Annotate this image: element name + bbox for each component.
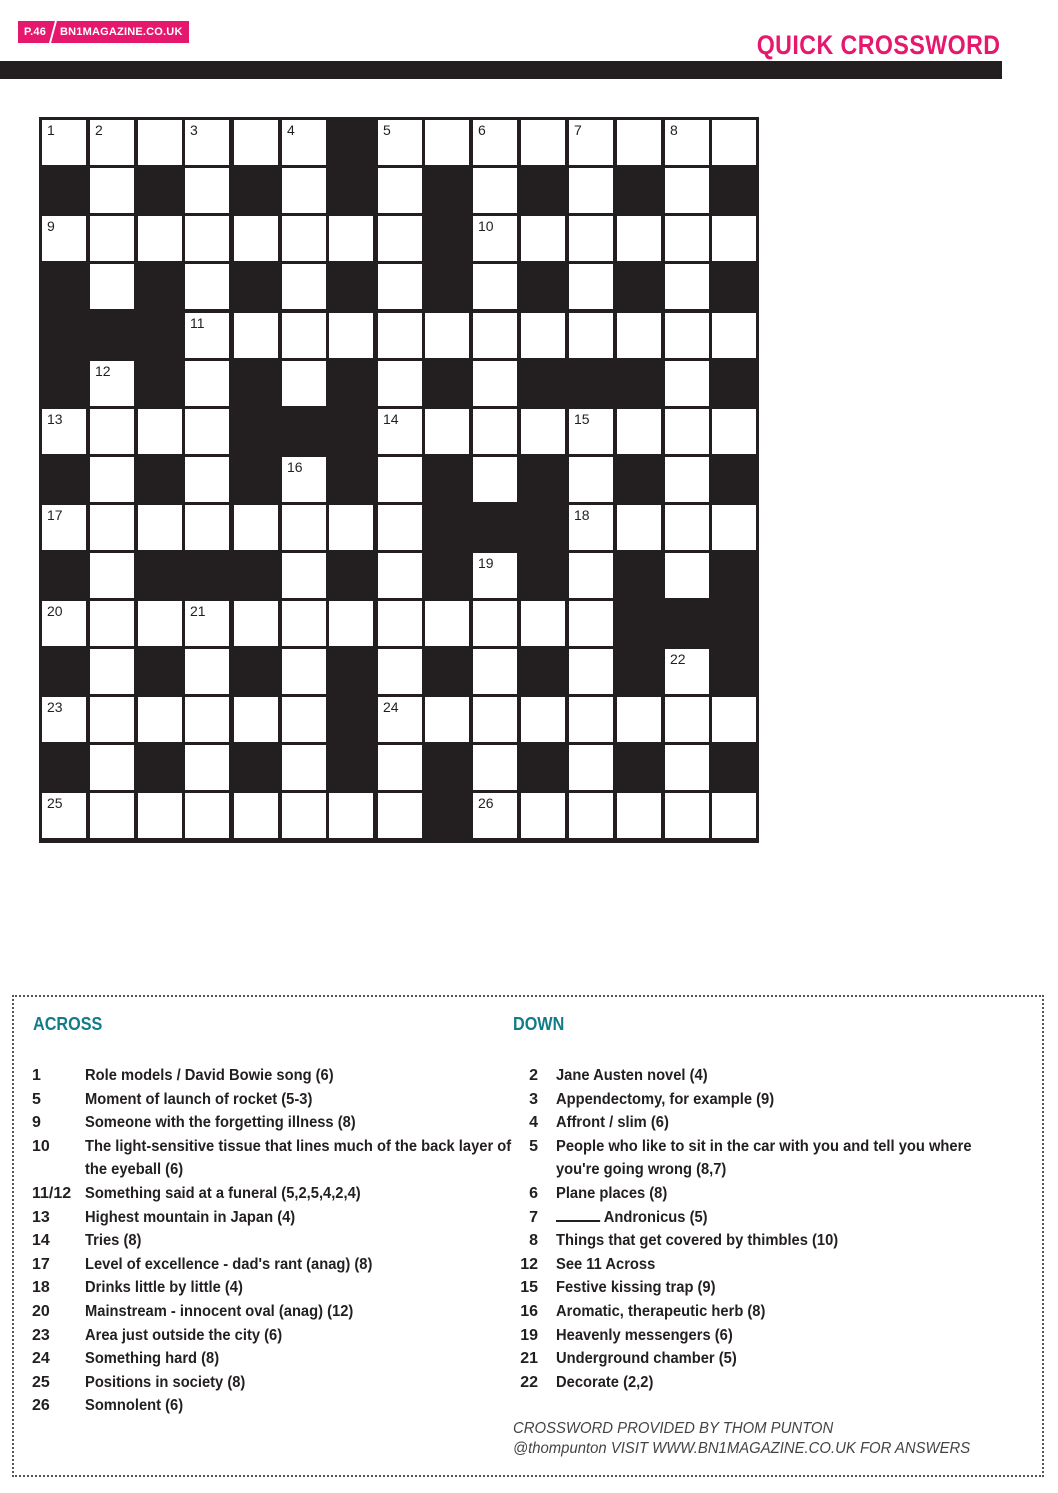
grid-cell[interactable] (329, 216, 373, 261)
clue-num: 26 (32, 1397, 50, 1415)
grid-cell[interactable] (521, 601, 565, 646)
grid-cell[interactable] (185, 745, 229, 790)
grid-cell[interactable] (473, 361, 517, 406)
down-clue (512, 1182, 1032, 1206)
across-clue (32, 1182, 472, 1206)
clue-num: 2 (529, 1067, 538, 1084)
clue-text: Jane Austen novel (4) (556, 1067, 708, 1084)
grid-cell[interactable] (282, 264, 326, 309)
grid-cell[interactable] (569, 553, 613, 598)
grid-cell[interactable] (90, 264, 134, 309)
grid-cell[interactable] (665, 793, 709, 838)
clue-number: 21 (190, 603, 206, 619)
grid-cell[interactable] (234, 313, 278, 358)
grid-cell[interactable] (473, 601, 517, 646)
clue-num: 23 (32, 1326, 50, 1344)
section-title: QUICK CROSSWORD (756, 30, 1000, 60)
grid-cell[interactable] (185, 601, 229, 646)
grid-cell[interactable] (665, 361, 709, 406)
across-clue (32, 1229, 472, 1253)
clue-number: 3 (190, 122, 198, 138)
grid-cell[interactable] (282, 216, 326, 261)
grid-cell[interactable] (282, 168, 326, 213)
grid-cell[interactable] (138, 120, 182, 165)
grid-cell[interactable] (473, 793, 517, 838)
grid-cell[interactable] (185, 216, 229, 261)
clue-num: 8 (529, 1232, 538, 1250)
grid-cell[interactable] (378, 264, 422, 309)
grid-cell[interactable] (569, 793, 613, 838)
grid-cell[interactable] (282, 505, 326, 550)
grid-cell[interactable] (569, 409, 613, 454)
down-clue (512, 1324, 1032, 1348)
down-heading: DOWN (513, 1014, 565, 1034)
across-clue (32, 1088, 472, 1112)
grid-cell[interactable] (569, 649, 613, 694)
clue-text: Positions in society (8) (85, 1373, 246, 1391)
clue-num: 3 (529, 1090, 538, 1108)
page-number: P.46 (24, 26, 47, 38)
grid-cell[interactable] (473, 745, 517, 790)
clue-text (556, 1206, 1016, 1230)
down-clue (512, 1300, 1032, 1324)
down-clue (512, 1088, 1032, 1112)
grid-cell[interactable] (90, 216, 134, 261)
clue-num: 14 (32, 1232, 50, 1250)
grid-cell[interactable] (665, 168, 709, 213)
across-clue (32, 1276, 472, 1300)
grid-cell[interactable] (185, 168, 229, 213)
grid-cell[interactable] (617, 313, 661, 358)
down-clue (512, 1064, 1032, 1088)
clue-num: 9 (32, 1114, 41, 1132)
clue-text: Plane places (8) (556, 1184, 668, 1202)
grid-cell[interactable] (90, 745, 134, 790)
grid-cell[interactable] (234, 216, 278, 261)
grid-cell[interactable] (90, 697, 134, 742)
grid-cell[interactable] (712, 409, 756, 454)
grid-cell[interactable] (90, 168, 134, 213)
clue-num: 15 (520, 1279, 538, 1297)
grid-cell[interactable] (569, 457, 613, 502)
clue-num: 19 (520, 1326, 538, 1344)
grid-cell[interactable] (234, 697, 278, 742)
down-clue-list (512, 1064, 1032, 1394)
grid-cell[interactable] (378, 361, 422, 406)
clue-number: 17 (47, 507, 63, 523)
clue-num: 7 (529, 1208, 538, 1226)
grid-cell[interactable] (90, 505, 134, 550)
clue-number: 10 (478, 218, 494, 234)
across-clue (32, 1300, 472, 1324)
clue-text: Tries (8) (85, 1232, 142, 1250)
grid-cell[interactable] (425, 313, 469, 358)
clue-number: 8 (670, 122, 678, 138)
across-clue (32, 1394, 472, 1418)
site-name: BN1MAGAZINE.CO.UK (60, 26, 183, 38)
grid-cell[interactable] (138, 601, 182, 646)
grid-cell[interactable] (712, 313, 756, 358)
grid-cell[interactable] (90, 457, 134, 502)
grid-cell[interactable] (185, 505, 229, 550)
grid-cell[interactable] (569, 216, 613, 261)
down-clue (512, 1229, 1032, 1253)
grid-cell[interactable] (617, 120, 661, 165)
grid-cell[interactable] (185, 649, 229, 694)
grid-cell[interactable] (185, 313, 229, 358)
clue-number: 25 (47, 795, 63, 811)
clue-number: 13 (47, 411, 63, 427)
clue-number: 5 (383, 122, 391, 138)
grid-cell[interactable] (282, 120, 326, 165)
down-clue (512, 1253, 1032, 1277)
grid-cell[interactable] (185, 697, 229, 742)
grid-cell[interactable] (378, 649, 422, 694)
grid-cell[interactable] (378, 216, 422, 261)
grid-cell[interactable] (90, 649, 134, 694)
grid-cell[interactable] (521, 216, 565, 261)
grid-cell[interactable] (282, 313, 326, 358)
grid-cell[interactable] (42, 216, 86, 261)
grid-cell[interactable] (282, 649, 326, 694)
grid-cell[interactable] (569, 264, 613, 309)
clue-number: 22 (670, 651, 686, 667)
across-clue (32, 1064, 472, 1088)
across-clue (32, 1371, 472, 1395)
clue-number: 18 (574, 507, 590, 523)
grid-cell[interactable] (473, 457, 517, 502)
down-clue (512, 1206, 1032, 1230)
grid-cell[interactable] (473, 409, 517, 454)
credits-line-1: CROSSWORD PROVIDED BY THOM PUNTON (513, 1420, 834, 1437)
clue-num: 20 (32, 1302, 50, 1320)
clue-text: Drinks little by little (4) (85, 1279, 243, 1297)
across-clue (32, 1253, 472, 1277)
grid-cell[interactable] (42, 120, 86, 165)
grid-cell[interactable] (665, 505, 709, 550)
grid-cell[interactable] (425, 601, 469, 646)
clue-num: 5 (32, 1090, 41, 1108)
grid-cell[interactable] (329, 313, 373, 358)
grid-cell[interactable] (569, 745, 613, 790)
clue-number: 14 (383, 411, 399, 427)
clue-number: 16 (287, 459, 303, 475)
grid-cell[interactable] (378, 168, 422, 213)
grid-cell[interactable] (473, 264, 517, 309)
clue-text: Appendectomy, for example (9) (556, 1090, 775, 1108)
grid-cell[interactable] (90, 120, 134, 165)
grid-cell[interactable] (90, 793, 134, 838)
grid-cell[interactable] (234, 601, 278, 646)
clue-text: Something hard (8) (85, 1350, 220, 1368)
clue-number: 12 (95, 363, 111, 379)
grid-cell[interactable] (282, 745, 326, 790)
grid-cell[interactable] (378, 745, 422, 790)
grid-cell[interactable] (665, 120, 709, 165)
clue-num: 4 (529, 1114, 538, 1132)
down-clue (512, 1371, 1032, 1395)
grid-cell[interactable] (617, 409, 661, 454)
clue-text: Level of excellence - dad's rant (anag) (8) (85, 1255, 373, 1273)
clue-text: Mainstream - innocent oval (anag) (12) (85, 1302, 354, 1320)
clue-number: 11 (190, 315, 205, 331)
credits-line-2: @thompunton VISIT WWW.BN1MAGAZINE.CO.UK FOR ANSWERS (513, 1440, 971, 1457)
clue-num: 5 (529, 1137, 538, 1155)
grid-cell[interactable] (712, 697, 756, 742)
grid-cell[interactable] (185, 793, 229, 838)
grid-cell[interactable] (42, 793, 86, 838)
grid-cell[interactable] (665, 216, 709, 261)
grid-cell[interactable] (378, 601, 422, 646)
grid-cell[interactable] (617, 216, 661, 261)
clue-number: 7 (574, 122, 582, 138)
clue-text: People who like to sit in the car with you and tell you where you're going wrong (8,7) (556, 1137, 972, 1179)
clue-text: Aromatic, therapeutic herb (8) (556, 1302, 766, 1320)
clue-number: 9 (47, 218, 55, 234)
clue-text: Area just outside the city (6) (85, 1326, 283, 1344)
grid-cell[interactable] (90, 553, 134, 598)
grid-cell[interactable] (712, 505, 756, 550)
clue-text: Somnolent (6) (85, 1397, 184, 1415)
clue-num: 25 (32, 1373, 50, 1391)
grid-cell[interactable] (712, 216, 756, 261)
clue-number: 20 (47, 603, 63, 619)
grid-cell[interactable] (282, 793, 326, 838)
grid-cell[interactable] (569, 313, 613, 358)
blank-line (556, 1207, 600, 1222)
credits (513, 1419, 970, 1459)
grid-cell[interactable] (138, 793, 182, 838)
across-clue (32, 1135, 512, 1182)
grid-cell[interactable] (473, 313, 517, 358)
clue-number: 19 (478, 555, 494, 571)
grid-cell[interactable] (138, 216, 182, 261)
grid-cell[interactable] (90, 361, 134, 406)
grid-cell[interactable] (378, 409, 422, 454)
grid-cell[interactable] (665, 697, 709, 742)
grid-cell[interactable] (282, 697, 326, 742)
grid-cell[interactable] (282, 457, 326, 502)
clue-text: Decorate (2,2) (556, 1373, 654, 1391)
down-clue (512, 1135, 1032, 1182)
clue-num: 1 (32, 1067, 41, 1084)
clue-text: See 11 Across (556, 1255, 656, 1273)
clue-text: Underground chamber (5) (556, 1350, 737, 1368)
clue-num: 24 (32, 1350, 50, 1368)
grid-cell[interactable] (185, 361, 229, 406)
grid-cell[interactable] (42, 697, 86, 742)
clue-num: 18 (32, 1279, 50, 1297)
across-clue (32, 1111, 472, 1135)
down-clue (512, 1276, 1032, 1300)
grid-cell[interactable] (569, 168, 613, 213)
grid-cell[interactable] (42, 505, 86, 550)
grid-cell[interactable] (185, 120, 229, 165)
clue-text: Moment of launch of rocket (5-3) (85, 1090, 313, 1108)
clue-text: Heavenly messengers (6) (556, 1326, 733, 1344)
clue-text-rest: Andronicus (5) (600, 1208, 708, 1226)
page-tag (18, 21, 189, 43)
grid-cell[interactable] (569, 120, 613, 165)
grid-cell[interactable] (665, 313, 709, 358)
grid-cell[interactable] (617, 505, 661, 550)
clue-text: Things that get covered by thimbles (10) (556, 1232, 839, 1250)
grid-cell[interactable] (521, 697, 565, 742)
grid-cell[interactable] (665, 409, 709, 454)
grid-cell[interactable] (282, 361, 326, 406)
clue-text: Affront / slim (6) (556, 1114, 669, 1132)
grid-cell[interactable] (425, 697, 469, 742)
grid-cell[interactable] (473, 168, 517, 213)
grid-cell[interactable] (473, 697, 517, 742)
grid-cell[interactable] (521, 793, 565, 838)
grid-cell[interactable] (712, 120, 756, 165)
grid-cell[interactable] (378, 697, 422, 742)
clue-text: Highest mountain in Japan (4) (85, 1208, 296, 1226)
grid-cell[interactable] (569, 697, 613, 742)
across-clue (32, 1347, 472, 1371)
crossword-grid (39, 117, 759, 843)
header-rule (0, 61, 1002, 79)
clue-num: 11/12 (32, 1184, 72, 1202)
clue-text: The light-sensitive tissue that lines much of the back layer of the eyeball (6) (85, 1137, 512, 1179)
grid-cell[interactable] (90, 409, 134, 454)
down-clue (512, 1111, 1032, 1135)
clue-number: 15 (574, 411, 590, 427)
clue-number: 26 (478, 795, 494, 811)
grid-cell[interactable] (378, 505, 422, 550)
grid-cell[interactable] (665, 264, 709, 309)
grid-cell[interactable] (378, 553, 422, 598)
grid-cell[interactable] (473, 553, 517, 598)
clue-text: Role models / David Bowie song (6) (85, 1067, 334, 1084)
across-clue (32, 1206, 472, 1230)
clue-number: 23 (47, 699, 63, 715)
grid-cell[interactable] (90, 601, 134, 646)
grid-cell[interactable] (378, 793, 422, 838)
grid-cell[interactable] (42, 409, 86, 454)
across-heading: ACROSS (33, 1014, 103, 1034)
grid-cell[interactable] (665, 649, 709, 694)
down-clue (512, 1347, 1032, 1371)
grid-cell[interactable] (234, 120, 278, 165)
grid-cell[interactable] (378, 313, 422, 358)
clue-num: 10 (32, 1137, 50, 1155)
grid-cell[interactable] (329, 505, 373, 550)
clue-number: 6 (478, 122, 486, 138)
grid-cell[interactable] (282, 601, 326, 646)
grid-cell[interactable] (473, 649, 517, 694)
grid-cell[interactable] (473, 120, 517, 165)
grid-cell[interactable] (425, 409, 469, 454)
grid-cell[interactable] (665, 745, 709, 790)
clue-text: Someone with the forgetting illness (8) (85, 1114, 356, 1132)
grid-cell[interactable] (185, 409, 229, 454)
grid-cell[interactable] (665, 457, 709, 502)
clue-number: 2 (95, 122, 103, 138)
clue-number: 4 (287, 122, 295, 138)
grid-cell[interactable] (138, 505, 182, 550)
clue-num: 16 (520, 1302, 538, 1320)
clue-text: Festive kissing trap (9) (556, 1279, 716, 1297)
grid-cell[interactable] (234, 505, 278, 550)
grid-cell[interactable] (378, 120, 422, 165)
grid-cell[interactable] (185, 457, 229, 502)
clue-num: 12 (520, 1255, 538, 1273)
clue-num: 22 (520, 1373, 538, 1391)
grid-cell[interactable] (617, 697, 661, 742)
clue-num: 6 (529, 1184, 538, 1202)
grid-cell[interactable] (138, 697, 182, 742)
grid-cell[interactable] (569, 505, 613, 550)
across-clue-list (32, 1064, 512, 1418)
grid-cell[interactable] (282, 553, 326, 598)
clue-num: 13 (32, 1208, 50, 1226)
grid-cell[interactable] (617, 793, 661, 838)
grid-cell[interactable] (378, 457, 422, 502)
clue-num: 21 (520, 1350, 538, 1368)
grid-cell[interactable] (234, 793, 278, 838)
grid-cell[interactable] (521, 120, 565, 165)
grid-cell[interactable] (712, 793, 756, 838)
grid-cell[interactable] (473, 216, 517, 261)
clue-text: Something said at a funeral (5,2,5,4,2,4) (85, 1184, 361, 1202)
grid-cell[interactable] (138, 409, 182, 454)
grid-cell[interactable] (569, 601, 613, 646)
grid-cell[interactable] (665, 553, 709, 598)
grid-cell[interactable] (329, 793, 373, 838)
grid-cell[interactable] (425, 120, 469, 165)
grid-cell[interactable] (185, 264, 229, 309)
clue-num: 17 (32, 1255, 50, 1273)
across-clue (32, 1324, 472, 1348)
grid-cell[interactable] (329, 601, 373, 646)
grid-cell[interactable] (42, 601, 86, 646)
grid-cell[interactable] (521, 313, 565, 358)
clue-number: 1 (47, 122, 55, 138)
grid-cell[interactable] (521, 409, 565, 454)
clue-number: 24 (383, 699, 399, 715)
